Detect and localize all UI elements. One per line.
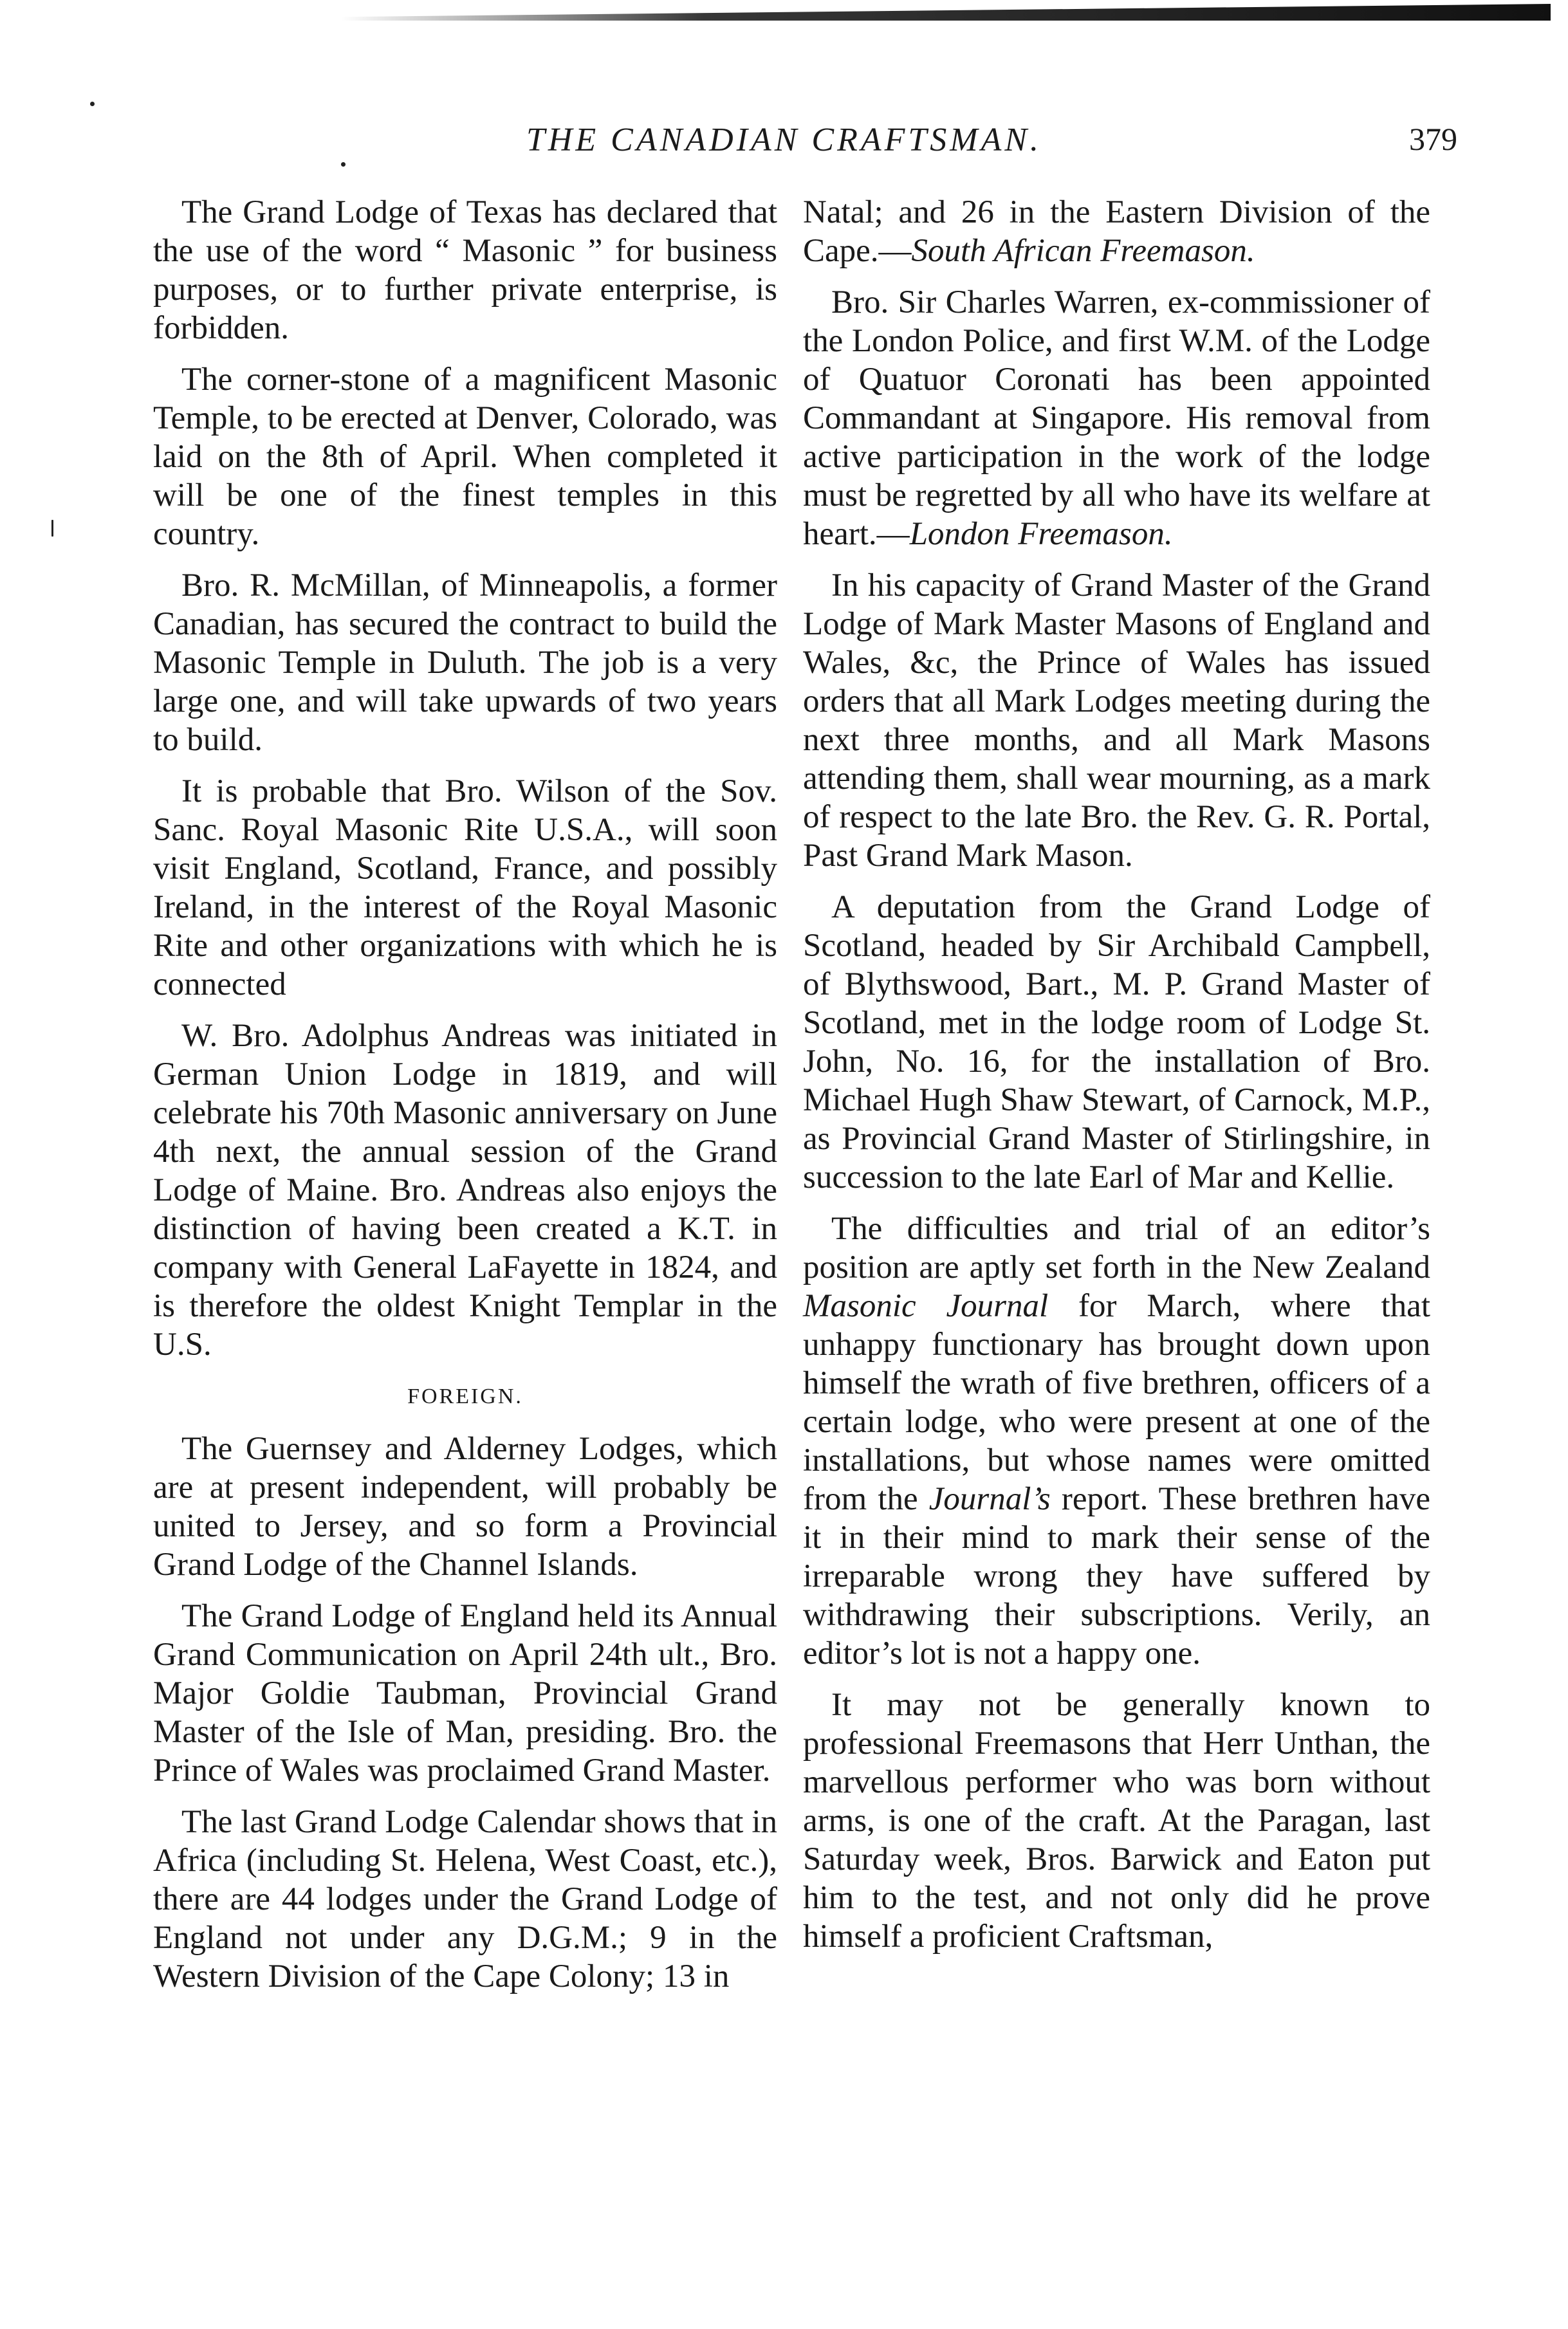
running-title: THE CANADIAN CRAFTSMAN. [526, 122, 1042, 158]
paragraph-text: Bro. Sir Charles Warren, ex-commissioner of the London Police, and first W.M. of the Lodge of Quatuor Coronati has been appointed Commandant at Singapore. His removal from active participation in the work of the lodge must be regretted by all who have its welfare at heart.— [803, 284, 1430, 552]
paragraph-calendar-africa: The last Grand Lodge Calendar shows that in Africa (including St. Helena, West Coast, etc.), there are 44 lodges under the Grand Lodge of England not under any D.G.M.; 9 in the Western Division of the Cape Colony; 13 in [153, 1804, 777, 1994]
top-rule [341, 4, 1551, 21]
paragraph-denver-temple: The corner-stone of a magnificent Masonic Temple, to be erected at Denver, Colorado, was laid on the 8th of April. When completed it will be one of the finest temples in this country. [153, 362, 777, 552]
page-number: 379 [1409, 121, 1457, 157]
source-citation: South African Freemason. [911, 233, 1255, 269]
source-citation: London Freemason. [909, 516, 1173, 552]
paragraph-editor-position [803, 1210, 1430, 1673]
publication-title: Masonic Journal [803, 1288, 1049, 1324]
scan-speck [51, 520, 53, 537]
paragraph-natal-continued [803, 193, 1430, 270]
paragraph-scotland-deputation: A deputation from the Grand Lodge of Scotland, headed by Sir Archibald Campbell, of Blythswood, Bart., M. P. Grand Master of Scotland, met in the lodge room of Lodge St. John, No. 16, for the installation of Bro. Michael Hugh Shaw Stewart, of Carnock, M.P., as Provincial Grand Master of Stirlingshire, in succession to the late Earl of Mar and Kellie. [803, 889, 1430, 1195]
paragraph-texas: The Grand Lodge of Texas has declared that the use of the word “ Masonic ” for business purposes, or to further private enterprise, is forbidden. [153, 194, 777, 346]
publication-title: Journal’s [928, 1481, 1051, 1517]
paragraph-herr-unthan: It may not be generally known to professional Freemasons that Herr Unthan, the marvellous performer who was born without arms, is one of the craft. At the Paragan, last Saturday week, Bros. Barwick and Eaton put him to the test, and not only did he prove himself a proficient Craftsman, [803, 1687, 1430, 1955]
paragraph-text: for March, where that unhappy functionary has brought down upon himself the wrath of five brethren, officers of a certain lodge, who were present at one of the installations, but whose names were omitted from the [803, 1288, 1430, 1517]
paragraph-guernsey: The Guernsey and Alderney Lodges, which are at present independent, will probably be united to Jersey, and so form a Provincial Grand Lodge of the Channel Islands. [153, 1431, 777, 1583]
paragraph-charles-warren [803, 283, 1430, 553]
paragraph-andreas: W. Bro. Adolphus Andreas was initiated in German Union Lodge in 1819, and will celebrate his 70th Masonic anniversary on June 4th next, the annual session of the Grand Lodge of Maine. Bro. Andreas also enjoys the distinction of having been created a K.T. in company with General LaFayette in 1824, and is therefore the oldest Knight Templar in the U.S. [153, 1018, 777, 1363]
paragraph-text: report. These brethren have it in their mind to mark their sense of the irreparable wrong they have suffered by withdrawing their subscriptions. Verily, an editor’s lot is not a happy one. [803, 1481, 1430, 1671]
paragraph-grand-lodge-england: The Grand Lodge of England held its Annual Grand Communication on April 24th ult., Bro. Major Goldie Taubman, Provincial Grand Master of the Isle of Man, presiding. Bro. the Prince of Wales was proclaimed Grand Master. [153, 1598, 777, 1789]
scan-speck [341, 162, 346, 167]
paragraph-duluth-temple: Bro. R. McMillan, of Minneapolis, a former Canadian, has secured the contract to build the Masonic Temple in Duluth. The job is a very large one, and will take upwards of two years to build. [153, 567, 777, 758]
paragraph-text: The difficulties and trial of an editor’s position are aptly set forth in the New Zealand [803, 1211, 1430, 1285]
paragraph-bro-wilson: It is probable that Bro. Wilson of the Sov. Sanc. Royal Masonic Rite U.S.A., will soon visit England, Scotland, France, and possibly Ireland, in the interest of the Royal Masonic Rite and other organizations with which he is connected [153, 773, 777, 1002]
paragraph-mark-masons: In his capacity of Grand Master of the Grand Lodge of Mark Master Masons of England and Wales, &c, the Prince of Wales has issued orders that all Mark Lodges meeting during the next three months, and all Mark Masons attending them, shall wear mourning, as a mark of respect to the late Bro. the Rev. G. R. Portal, Past Grand Mark Mason. [803, 567, 1430, 874]
left-column [153, 193, 777, 2009]
section-heading-foreign: FOREIGN. [407, 1385, 523, 1408]
right-column [803, 193, 1430, 1969]
paragraph-text: Natal; and 26 in the Eastern Division of the Cape.— [803, 194, 1430, 269]
scan-speck [90, 102, 95, 106]
